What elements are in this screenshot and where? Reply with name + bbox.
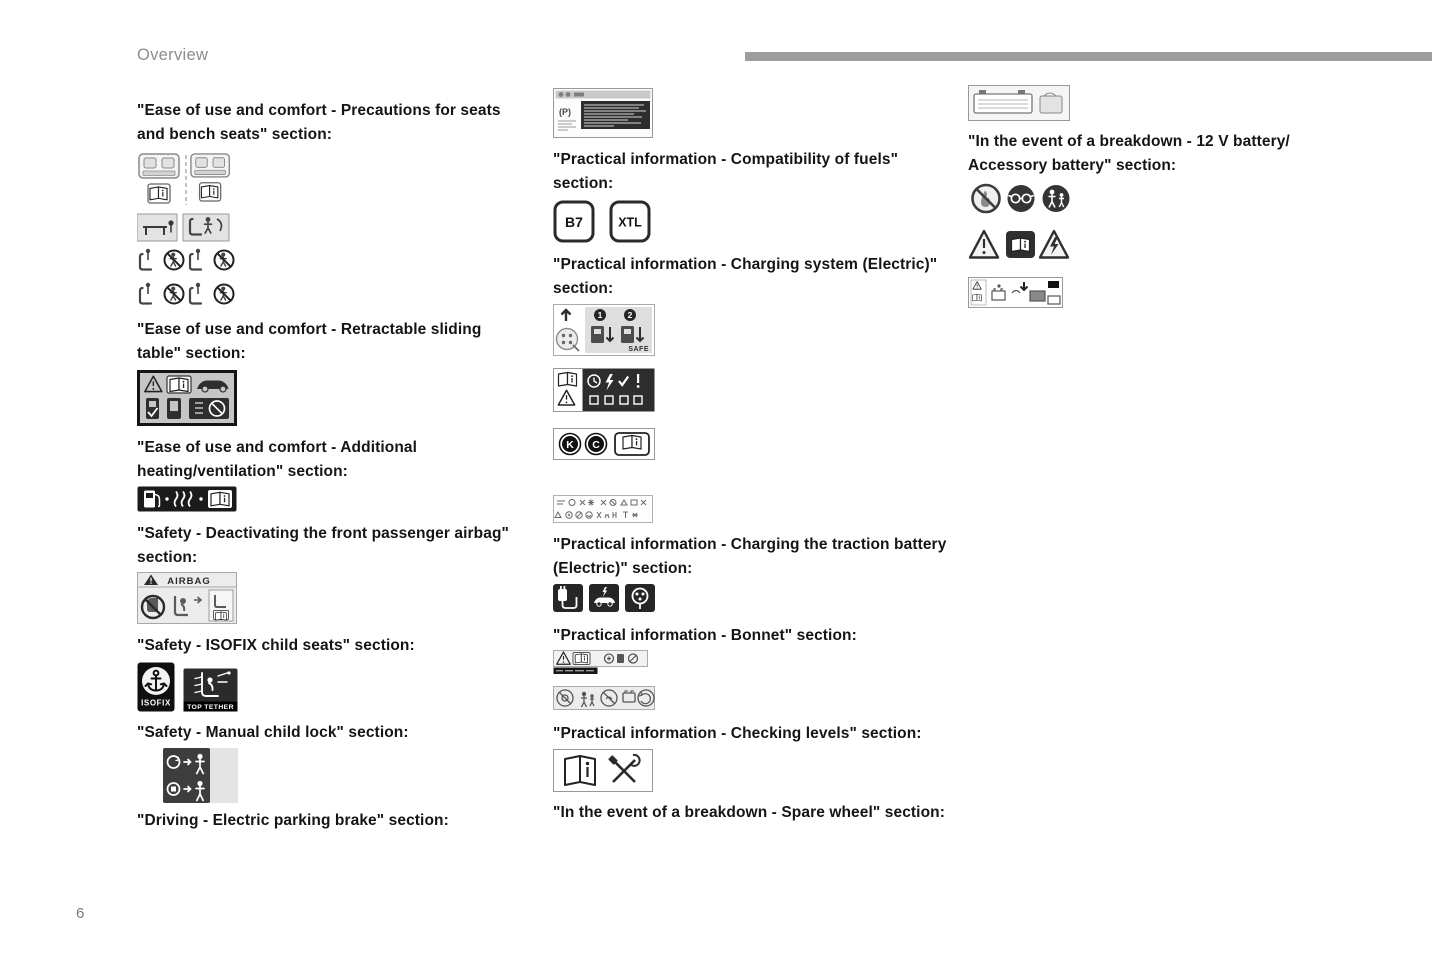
section-title-checking-levels: "Practical information - Checking levels" section:	[553, 725, 922, 742]
fuel-flap-label	[553, 88, 653, 138]
charging-cable-icon	[553, 584, 583, 612]
fuel-grade-label	[553, 428, 655, 460]
section-title-fuel-compatibility: "Practical information - Compatibility of fuels" section:	[553, 151, 899, 192]
isofix-pictograms	[137, 662, 515, 712]
section-title-traction-battery: "Practical information - Charging the traction battery (Electric)" section:	[553, 536, 947, 577]
step-1-badge: 1	[597, 310, 603, 321]
checking-levels-label	[553, 749, 653, 792]
battery-warning-pictograms	[968, 228, 1348, 261]
traction-battery-pictogram	[553, 584, 953, 612]
tyre-info-label	[553, 495, 653, 523]
airbag-pictogram	[137, 572, 515, 624]
column-right	[968, 85, 1348, 308]
child-lock-pictogram	[163, 748, 515, 803]
eye-protection-icon	[1008, 185, 1035, 212]
bonnet-caution-strip	[553, 686, 655, 710]
seat-adjust-icon	[183, 214, 229, 241]
accessory-battery-label	[968, 85, 1070, 121]
cover-drawing	[1040, 93, 1062, 113]
warning-triangle-icon	[970, 231, 998, 258]
table-stowage-icon	[137, 214, 177, 241]
bonnet-warning-pictogram	[553, 650, 953, 674]
dot-separator	[199, 497, 202, 500]
section-title-parking-brake: "Driving - Electric parking brake" section:	[137, 812, 449, 829]
seats-precautions-pictograms	[137, 152, 515, 310]
header-rule	[745, 52, 1432, 61]
battery-charging-label	[968, 277, 1063, 308]
fuel-grade-pictograms	[553, 200, 953, 243]
fuel-flap-pictogram	[553, 88, 953, 138]
grade-k-text: K	[566, 439, 574, 451]
wallbox-icon-1	[591, 326, 614, 343]
electrical-hazard-icon	[1040, 231, 1068, 258]
tyre-info-pictogram	[553, 495, 953, 523]
column-left	[137, 99, 515, 833]
table-lock-check-icon	[146, 398, 159, 419]
section-title-child-lock: "Safety - Manual child lock" section:	[137, 724, 409, 741]
section-title-additional-heating: "Ease of use and comfort - Additional heating/ventilation" section:	[137, 439, 418, 480]
battery-drawing	[974, 90, 1032, 113]
no-flames-icon	[973, 185, 1000, 212]
sliding-table-label	[137, 370, 237, 426]
accessory-battery-pictogram	[968, 85, 1348, 121]
fuel-label-xtl	[609, 200, 651, 243]
owner-manual-icon	[208, 490, 232, 508]
section-title-isofix: "Safety - ISOFIX child seats" section:	[137, 637, 415, 654]
exclamation-icon	[637, 374, 640, 388]
traction-battery-label	[553, 584, 655, 612]
charging-warnings-label	[553, 368, 655, 412]
manual-book-icon	[1006, 231, 1035, 258]
owner-manual-icon	[167, 376, 191, 393]
gauge-icon	[167, 398, 181, 419]
airbag-label	[137, 572, 237, 624]
prohibition-circle-icon	[189, 398, 229, 419]
xtl-text: XTL	[618, 215, 642, 230]
top-tether-label	[183, 668, 238, 712]
page-header: Overview	[137, 46, 209, 64]
bonnet-caution-pictogram	[553, 686, 953, 710]
owner-manual-icon	[565, 756, 595, 785]
additional-heating-pictogram	[137, 486, 515, 512]
isofix-label	[137, 662, 175, 712]
bonnet-warning-strip	[553, 650, 648, 674]
car-charging-icon	[589, 584, 619, 612]
section-title-seats-precautions: "Ease of use and comfort - Precautions for seats and bench seats" section:	[137, 102, 501, 143]
section-title-airbag: "Safety - Deactivating the front passenger airbag" section:	[137, 525, 509, 566]
top-tether-text: TOP TETHER	[187, 704, 234, 711]
section-title-bonnet: "Practical information - Bonnet" section:	[553, 627, 857, 644]
charging-procedure-pictogram	[553, 304, 953, 356]
battery-safety-pictograms	[970, 182, 1348, 215]
section-title-sliding-table: "Ease of use and comfort - Retractable sliding table" section:	[137, 321, 482, 362]
additional-heating-label	[137, 486, 237, 512]
checking-levels-pictogram	[553, 749, 953, 792]
battery-safety-icons	[970, 182, 1072, 215]
seat-precaution-labels	[137, 152, 237, 310]
child-lock-label	[163, 748, 238, 803]
sliding-table-pictogram	[137, 370, 515, 426]
section-title-charging-system: "Practical information - Charging system (Electric)" section:	[553, 256, 938, 297]
charge-port-icon	[557, 329, 580, 352]
plug-icon	[625, 584, 655, 612]
grade-c-text: C	[592, 439, 600, 451]
page-number: 6	[76, 905, 85, 922]
battery-warning-icons	[968, 228, 1070, 261]
b7-text: B7	[565, 214, 583, 230]
safe-text: SAFE	[628, 346, 649, 353]
parking-p-text: (P)	[559, 107, 571, 117]
charging-procedure-label	[553, 304, 655, 356]
seat-book-box	[209, 590, 233, 621]
step-2-badge: 2	[627, 310, 633, 321]
isofix-text: ISOFIX	[141, 698, 171, 708]
dot-separator	[165, 497, 168, 500]
fuel-label-b7	[553, 200, 595, 243]
section-title-battery-12v: "In the event of a breakdown - 12 V battery/​Accessory battery" section:	[968, 133, 1290, 174]
battery-charging-pictogram	[968, 277, 1348, 308]
fuel-grade-circles-pictogram	[553, 428, 953, 460]
column-middle	[553, 88, 953, 825]
charging-warnings-pictogram	[553, 368, 953, 412]
wallbox-icon-2	[621, 326, 644, 343]
section-title-spare-wheel: "In the event of a breakdown - Spare wheel" section:	[553, 804, 945, 821]
keep-children-away-icon	[1043, 185, 1070, 212]
airbag-text: AIRBAG	[167, 576, 211, 587]
